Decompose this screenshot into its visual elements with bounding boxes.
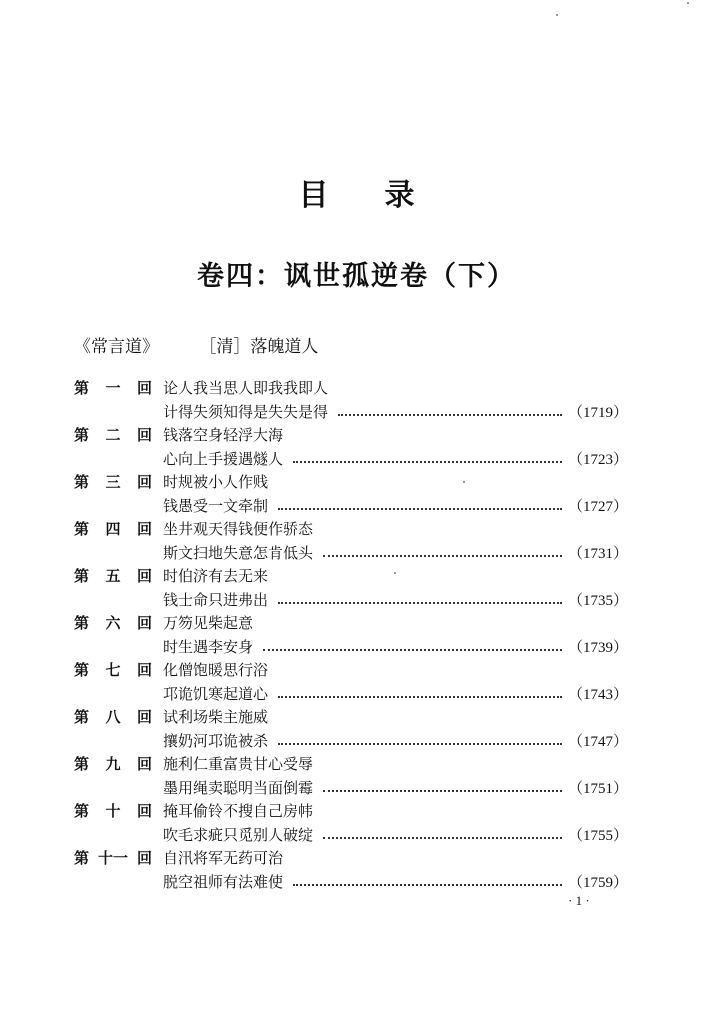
page-title: 目录 — [298, 178, 471, 213]
chapter-number-char: 回 — [136, 849, 152, 867]
chapter-title-line-2-text: 墨用绳卖聪明当面倒霉 — [163, 778, 314, 797]
chapter-title-line-2 — [163, 541, 628, 563]
chapter-number-char: 一 — [105, 379, 121, 397]
chapter-number-char: 第 — [74, 755, 90, 773]
dot-leader — [323, 555, 562, 557]
chapter-number-char: 回 — [136, 708, 152, 726]
dot-leader — [293, 884, 562, 886]
chapter-number-char: 回 — [136, 567, 152, 585]
chapter-number-char: 第 — [74, 567, 90, 585]
chapter-number-char: 九 — [105, 755, 121, 773]
chapter-page-number: （1731） — [567, 545, 628, 562]
chapter-number — [74, 565, 152, 587]
chapter-title-line-1: 化僧饱暖思行浴 — [163, 661, 269, 679]
chapter-title-line-1: 试利场柴主施威 — [163, 708, 269, 726]
chapter-title-line-1: 时伯济有去无来 — [163, 567, 269, 585]
toc-entry — [74, 471, 634, 518]
chapter-page-number: （1727） — [567, 498, 628, 515]
chapter-number-char: 五 — [105, 567, 121, 585]
chapter-title-line-2-text: 斯文扫地失意怎肯低头 — [163, 543, 314, 562]
chapter-title-line-2 — [163, 776, 628, 798]
chapter-number — [74, 659, 152, 681]
page-number: · 1 · — [568, 893, 590, 908]
dot-leader — [338, 414, 562, 416]
chapter-number-char: 七 — [105, 661, 121, 679]
chapter-number-char: 十 — [105, 802, 121, 820]
chapter-number-char: 第 — [74, 661, 90, 679]
scan-speck — [463, 481, 465, 483]
table-of-contents — [74, 377, 634, 894]
chapter-title-line-2-text: 心向上手援遇燧人 — [163, 449, 284, 468]
chapter-title-line-2 — [163, 494, 628, 516]
chapter-number-char: 第 — [74, 849, 90, 867]
chapter-number-char: 八 — [105, 708, 121, 726]
chapter-title-line-2 — [163, 400, 628, 422]
chapter-title-line-2 — [163, 635, 628, 657]
chapter-number-char: 第 — [74, 614, 90, 632]
chapter-page-number: （1755） — [567, 827, 628, 844]
book-title: 《常言道》 — [74, 337, 159, 357]
toc-entry — [74, 753, 634, 800]
chapter-title-line-1: 坐井观天得钱便作骄态 — [163, 520, 314, 538]
chapter-title-line-2-text: 计得失须知得是失失是得 — [163, 402, 329, 421]
chapter-number-char: 回 — [136, 802, 152, 820]
chapter-number — [74, 706, 152, 728]
chapter-number — [74, 753, 152, 775]
chapter-number — [74, 847, 152, 869]
toc-entry — [74, 565, 634, 612]
chapter-page-number: （1719） — [567, 404, 628, 421]
chapter-title-line-2 — [163, 870, 628, 892]
chapter-title-line-2-text: 钱士命只进弗出 — [163, 590, 269, 609]
scan-speck — [687, 2, 689, 4]
chapter-number-char: 三 — [105, 473, 121, 491]
toc-entry — [74, 612, 634, 659]
dot-leader — [293, 461, 562, 463]
chapter-title-line-1: 施利仁重富贵甘心受辱 — [163, 755, 314, 773]
dot-leader — [323, 837, 562, 839]
chapter-number-char: 回 — [136, 473, 152, 491]
dot-leader — [323, 790, 562, 792]
chapter-title-line-2 — [163, 588, 628, 610]
scan-speck — [556, 14, 558, 16]
chapter-title-line-1: 万笏见柴起意 — [163, 614, 254, 632]
dot-leader — [278, 743, 562, 745]
chapter-number — [74, 424, 152, 446]
chapter-title-line-2-text: 邛诡饥寒起道心 — [163, 684, 269, 703]
toc-entry — [74, 518, 634, 565]
chapter-number-char: 回 — [136, 379, 152, 397]
chapter-page-number: （1759） — [567, 874, 628, 891]
chapter-number-char: 回 — [136, 755, 152, 773]
chapter-title-line-1: 自汛将军无药可治 — [163, 849, 284, 867]
chapter-page-number: （1751） — [567, 780, 628, 797]
chapter-number-char: 第 — [74, 802, 90, 820]
scan-speck — [394, 572, 396, 574]
chapter-title-line-2-text: 吹毛求疵只觅别人破绽 — [163, 825, 314, 844]
chapter-title-line-2 — [163, 729, 628, 751]
chapter-title-line-2 — [163, 682, 628, 704]
chapter-title-line-1: 时规被小人作贱 — [163, 473, 269, 491]
toc-entry — [74, 706, 634, 753]
chapter-title-line-2 — [163, 447, 628, 469]
chapter-number-char: 十一 — [97, 849, 128, 867]
chapter-number — [74, 471, 152, 493]
chapter-number-char: 二 — [105, 426, 121, 444]
chapter-number — [74, 518, 152, 540]
dot-leader — [278, 602, 562, 604]
chapter-title-line-2-text: 钱愚受一文牵制 — [163, 496, 269, 515]
chapter-number-char: 第 — [74, 708, 90, 726]
chapter-number-char: 六 — [105, 614, 121, 632]
dot-leader — [278, 696, 562, 698]
chapter-number — [74, 377, 152, 399]
chapter-number-char: 四 — [105, 520, 121, 538]
chapter-page-number: （1739） — [567, 639, 628, 656]
chapter-title-line-2-text: 攘奶河邛诡被杀 — [163, 731, 269, 750]
chapter-title-line-1: 掩耳偷铃不搜自己房帏 — [163, 802, 314, 820]
chapter-number — [74, 800, 152, 822]
chapter-title-line-2 — [163, 823, 628, 845]
chapter-title-line-2-text: 脱空祖师有法难使 — [163, 872, 284, 891]
book-author: ［清］落魄道人 — [199, 337, 319, 357]
chapter-number-char: 回 — [136, 520, 152, 538]
toc-entry — [74, 800, 634, 847]
chapter-title-line-2-text: 时生遇李安身 — [163, 637, 254, 656]
toc-entry — [74, 377, 634, 424]
chapter-number-char: 回 — [136, 614, 152, 632]
dot-leader — [263, 649, 562, 651]
chapter-page-number: （1743） — [567, 686, 628, 703]
chapter-number-char: 回 — [136, 661, 152, 679]
toc-entry — [74, 424, 634, 471]
toc-entry — [74, 847, 634, 894]
chapter-number-char: 第 — [74, 473, 90, 491]
dot-leader — [278, 508, 562, 510]
chapter-title-line-1: 钱落空身轻浮大海 — [163, 426, 284, 444]
chapter-title-line-1: 论人我当思人即我我即人 — [163, 379, 329, 397]
chapter-number-char: 第 — [74, 379, 90, 397]
volume-title: 卷四：讽世孤逆卷（下） — [197, 261, 516, 292]
chapter-number — [74, 612, 152, 634]
chapter-page-number: （1735） — [567, 592, 628, 609]
chapter-number-char: 第 — [74, 520, 90, 538]
book-heading — [74, 332, 318, 357]
toc-entry — [74, 659, 634, 706]
chapter-number-char: 第 — [74, 426, 90, 444]
chapter-number-char: 回 — [136, 426, 152, 444]
chapter-page-number: （1723） — [567, 451, 628, 468]
chapter-page-number: （1747） — [567, 733, 628, 750]
